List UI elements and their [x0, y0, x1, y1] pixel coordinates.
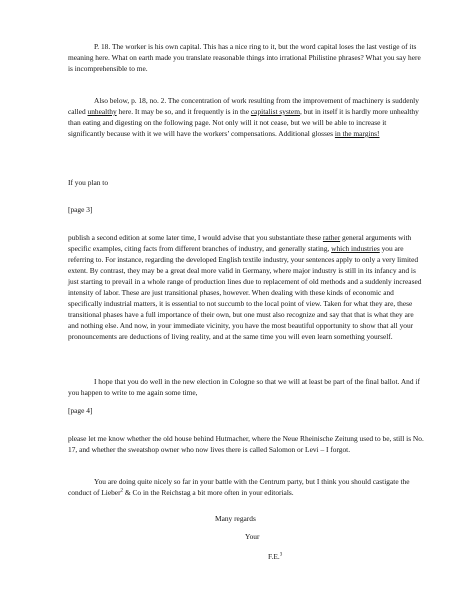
page-marker-3	[68, 204, 424, 215]
paragraph-text: I hope that you do well in the new election in Cologne so that we will at least be part of the final ballot. And if you happen to write to me again some time,	[68, 377, 420, 397]
paragraph-cologne	[68, 376, 424, 398]
paragraph-text: P. 18. The worker is his own capital. This has a nice ring to it, but the word capital loses the last vestige of its meaning here. What on earth made you translate reasonable things into irrational Philistine phrases? What you say here is incomprehensible to me.	[68, 42, 421, 73]
underlined-term: which industries	[331, 244, 380, 253]
paragraph-text: please let me know whether the old house behind Hutmacher, where the Neue Rheinische Zeitung used to be, still is No. 17, and whether the sweatshop owner who now lives there is called Salomon or Levi – I forgot.	[68, 434, 424, 454]
paragraph-text: You are doing quite nicely so far in your battle with the Centrum party, but I think you should castigate the conduct of Lieber$^2$ & Co in the Reichstag a bit more often in your editorials.	[68, 477, 410, 497]
underlined-term: in the margins!	[334, 129, 380, 138]
closing-your: Your	[245, 532, 260, 541]
underlined-term: unhealthy	[87, 107, 117, 116]
paragraph-text: If you plan to	[68, 178, 109, 187]
paragraph-second-edition	[68, 232, 424, 342]
footnote-marker: 3	[279, 552, 283, 558]
paragraph-if-you-plan	[68, 177, 424, 188]
signature: F.E.$^3$	[268, 552, 283, 561]
page-marker: [page 4]	[68, 406, 93, 415]
page-marker-4	[68, 405, 424, 416]
footnote-marker: 2	[120, 488, 124, 494]
paragraph-centrum	[68, 476, 424, 498]
paragraph-machinery	[68, 95, 424, 139]
page-marker: [page 3]	[68, 205, 93, 214]
underlined-term: rather	[322, 233, 341, 242]
paragraph-text: publish a second edition at some later time, I would advise that you substantiate these rather general arguments with specific examples, citing facts from different branches of industry, and generally stating, which industries you are referring to. For instance, regarding the developed English textile industry, your sentences apply to only a very limited extent. By contrast, they may be a great deal more valid in Germany, where major industry is still in its infancy and is just starting to prevail in a whole range of production lines due to replacement of old methods and a suddenly increased intensity of labor. These are just transitional phases, however. When dealing with these kinds of economic and specifically industrial matters, it is essential to not succumb to the local point of view. Taken for what they are, these transitional phases have a full importance of their own, but one must also recognize and say that that is what they are and nothing else. And now, in your immediate vicinity, you have the most beautiful opportunity to show that all your pronouncements are deductions of living reality, and at the same time you will even learn something yourself.	[68, 233, 422, 341]
paragraph-text: Also below, p. 18, no. 2. The concentration of work resulting from the improvement of machinery is suddenly called unhealthy here. It may be so, and it frequently is in the capitalist system, but in itself it is hardly more unhealthy than eating and digesting on the following page. Not only will it not cease, but we will be able to increase it significantly because with it we will have the workers’ compensations. Additional glosses in the margins!	[68, 96, 419, 138]
underlined-term: capitalist system	[250, 107, 300, 116]
paragraph-p18	[68, 41, 424, 74]
closing-regards: Many regards	[215, 514, 256, 523]
paragraph-hutmacher	[68, 433, 424, 455]
